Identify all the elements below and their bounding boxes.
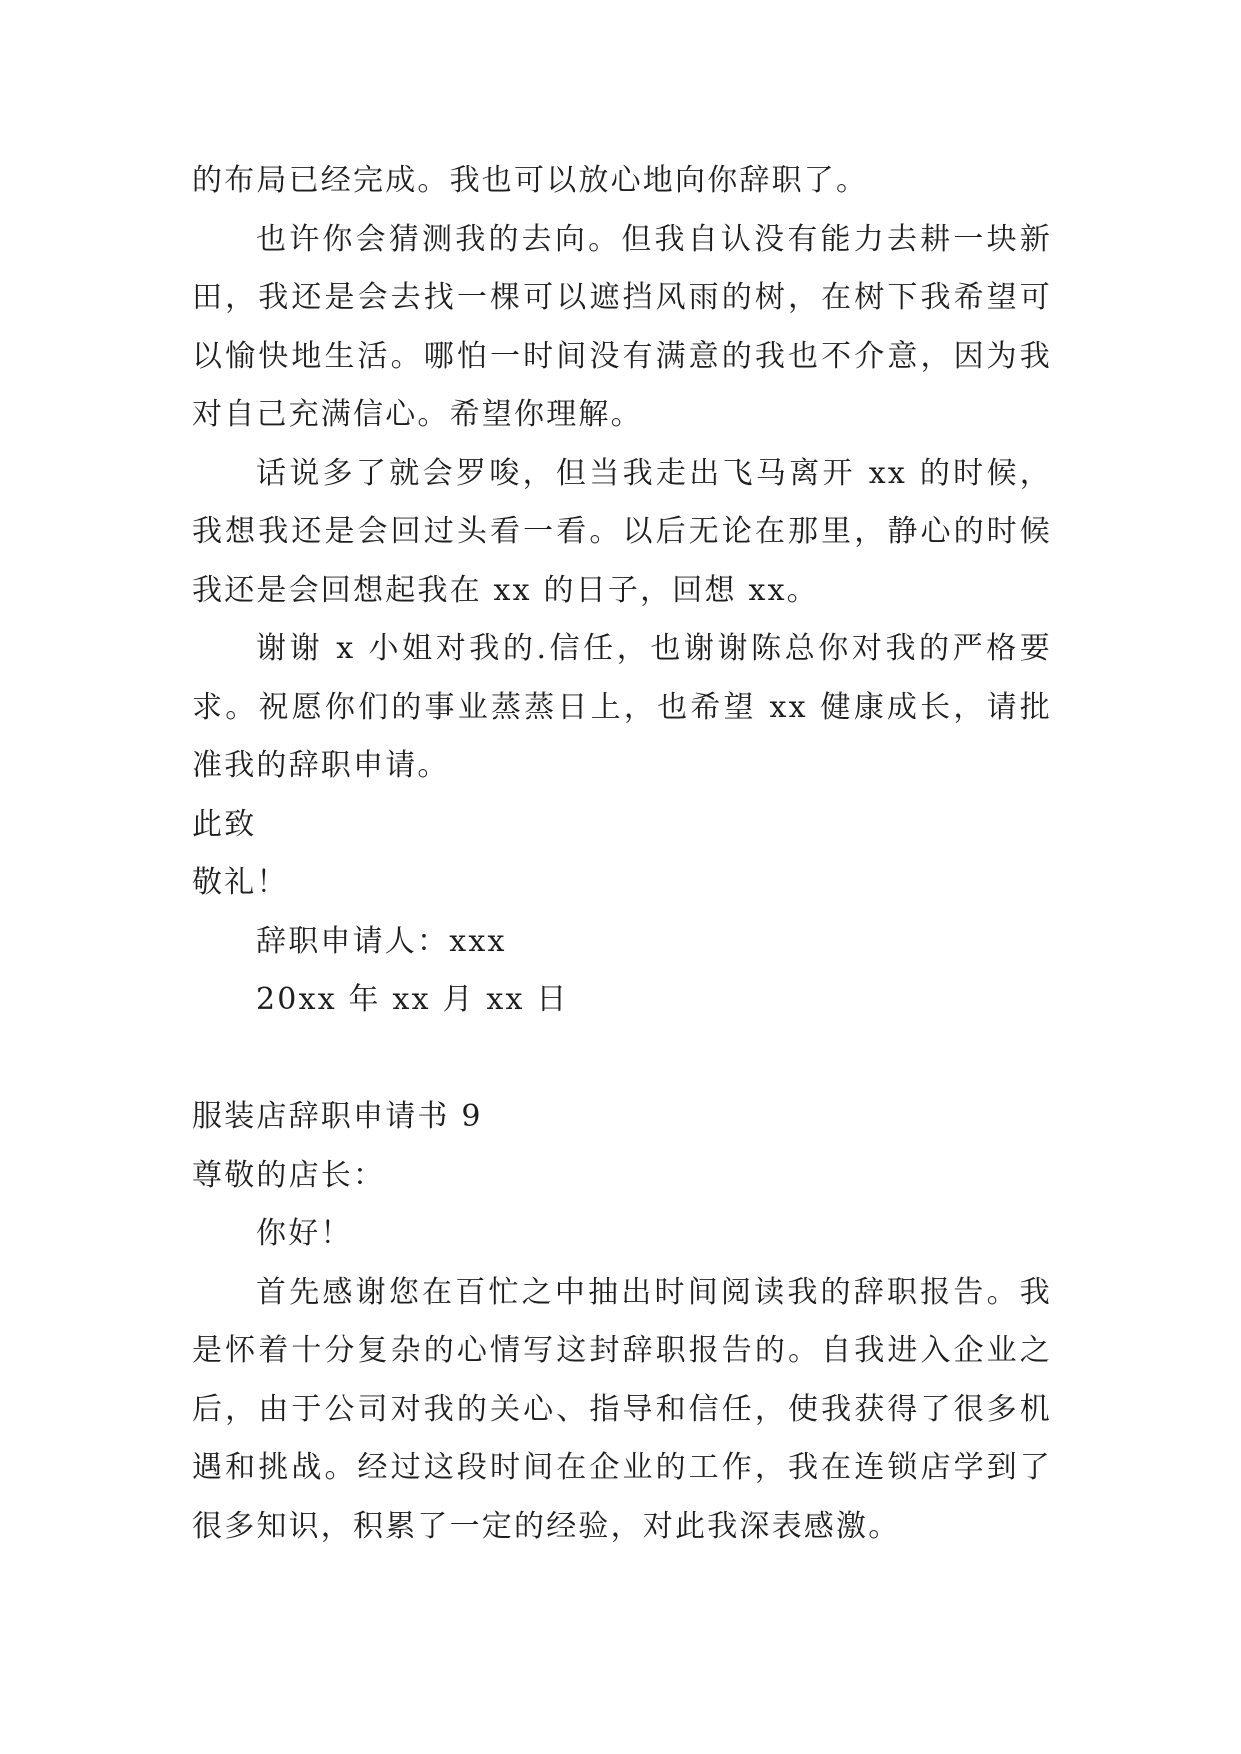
closing-line-2: 敬礼！ — [192, 865, 289, 900]
paragraph-whereabouts: 也许你会猜测我的去向。但我自认没有能力去耕一块新田，我还是会去找一棵可以遮挡风雨的树，在树下我希望可以愉快地生活。哪怕一时间没有满意的我也不介意，因为我对自己充满信心。希望你理解。 — [192, 221, 1052, 432]
greeting: 你好！ — [256, 1216, 353, 1251]
salutation: 尊敬的店长： — [192, 1157, 386, 1193]
blank-line — [192, 1030, 1052, 1089]
date-line: 20xx 年 xx 月 xx 日 — [256, 982, 569, 1017]
paragraph-continuation: 的布局已经完成。我也可以放心地向你辞职了。 — [192, 163, 869, 198]
paragraph-thanks: 谢谢 x 小姐对我的.信任，也谢谢陈总你对我的严格要求。祝愿你们的事业蒸蒸日上，也希望 xx 健康成长，请批准我的辞职申请。 — [192, 631, 1052, 783]
document-body — [192, 152, 1052, 1556]
paragraph-gratitude: 首先感谢您在百忙之中抽出时间阅读我的辞职报告。我是怀着十分复杂的心情写这封辞职报告的。自我进入企业之后，由于公司对我的关心、指导和信任，使我获得了很多机遇和挑战。经过这段时间在企业的工作，我在连锁店学到了很多知识，积累了一定的经验，对此我深表感激。 — [192, 1274, 1052, 1544]
signer-line: 辞职申请人：xxx — [256, 923, 507, 959]
section-title: 服装店辞职申请书 9 — [192, 1099, 483, 1134]
closing-line-1: 此致 — [192, 806, 257, 842]
paragraph-farewell: 话说多了就会罗唆，但当我走出飞马离开 xx 的时候，我想我还是会回过头看一看。以后无论在那里，静心的时候我还是会回想起我在 xx 的日子，回想 xx。 — [192, 455, 1052, 608]
